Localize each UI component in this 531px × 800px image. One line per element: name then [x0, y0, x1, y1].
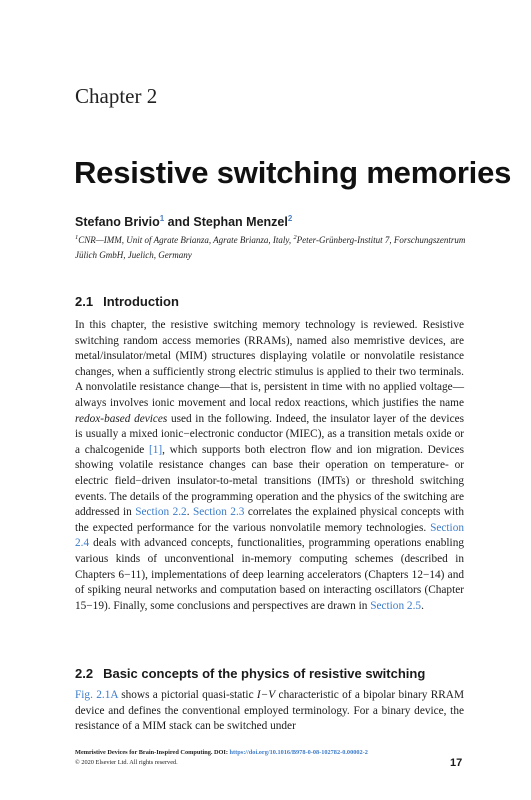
affil-marker: 1 [75, 234, 79, 241]
text-run: deals with advanced concepts, functionalities, programming operations enabling various kinds of unconventional in-memory computing schemes (described in Chapters 6−11), implementations of deep learning accelerators (Chapters 12−14) and of spiking neural networks and computation based on interacting oscillators (Chapter 15−19). Finally, some conclusions and perspectives are drawn in [75, 537, 464, 612]
affil-text: CNR—IMM, Unit of Agrate Brianza, Agrate Brianza, Italy, [78, 235, 294, 245]
text-run: shows a pictorial quasi-static [117, 689, 257, 701]
citation-link[interactable]: [1] [148, 443, 163, 456]
author-connector: and [164, 215, 194, 230]
text-run: correlates the explained physical concepts with the expected performance for the various nonvolatile memory technologies. [75, 506, 464, 534]
text-run: . [186, 506, 193, 519]
section-title: Basic concepts of the physics of resistive switching [103, 666, 426, 681]
section-link[interactable]: Section 2.4 [75, 521, 464, 550]
text-emphasis: redox-based devices [75, 412, 168, 425]
author-name: Stephan Menzel [193, 215, 288, 230]
footer-book: Memristive Devices for Brain-Inspired Computing. DOI: [75, 749, 228, 756]
text-run: , which supports both electron flow and ion migration. Devices showing volatile resistance changes can base their operation on temperature- or electric field−driven insulator-to-metal transitions (IMTs) or threshold switching events. The details of the programming operation and the physics of the switching are addressed in [75, 443, 464, 519]
page-number: 17 [450, 757, 463, 769]
section-link[interactable]: Section 2.3 [192, 506, 245, 519]
paragraph [75, 318, 464, 614]
text-run: used in the following. Indeed, the insulator layer of the devices is usually a mixed ionic−electronic conductor (MIEC), as a transition metals oxide or a chalcogenide [75, 412, 464, 456]
affiliations [75, 230, 475, 263]
paragraph [75, 688, 464, 735]
author-affil-marker: 1 [159, 214, 165, 223]
section-heading [75, 294, 179, 309]
section-link[interactable]: Section 2.5 [370, 599, 422, 612]
section-title: Introduction [103, 294, 179, 309]
chapter-label: Chapter 2 [75, 84, 158, 108]
text-run: . [421, 599, 424, 612]
footer-copyright: © 2020 Elsevier Ltd. All rights reserved. [75, 759, 178, 766]
author-line [75, 214, 292, 229]
section-link[interactable]: Section 2.2 [135, 506, 187, 519]
section-number: 2.2 [75, 666, 94, 681]
author-affil-marker: 2 [287, 214, 293, 223]
math-expression: I−V [256, 689, 276, 701]
text-run: In this chapter, the resistive switching memory technology is reviewed. Resistive switching random access memories (RRAMs), named also memristive devices, are metal/insulator/metal (MIM) structures displaying volatile or nonvolatile resistance changes, when a sufficiently strong electric stimulus is applied to their two terminals. A nonvolatile resistance change—that is, persistent in time with no applied voltage—always involves ionic movement and local redox reactions, which justifies the name [75, 319, 464, 409]
affil-text: Peter-Grünberg-Institut 7, Forschungszentrum Jülich GmbH, Juelich, Germany [75, 235, 466, 260]
chapter-title: Resistive switching memories [74, 155, 512, 190]
affil-marker: 2 [293, 234, 297, 241]
section-heading [75, 666, 425, 681]
page-footer [75, 748, 368, 768]
footer-doi-link[interactable]: https://doi.org/10.1016/B978-0-08-102782-0.00002-2 [227, 749, 368, 756]
section-number: 2.1 [75, 294, 94, 309]
text-run: characteristic of a bipolar binary RRAM device and defines the conventional employed terminology. For a binary device, the resistance of a MIM stack can be switched under [75, 689, 464, 733]
author-name: Stefano Brivio [75, 215, 160, 230]
figure-link[interactable]: Fig. 2.1A [75, 689, 118, 701]
